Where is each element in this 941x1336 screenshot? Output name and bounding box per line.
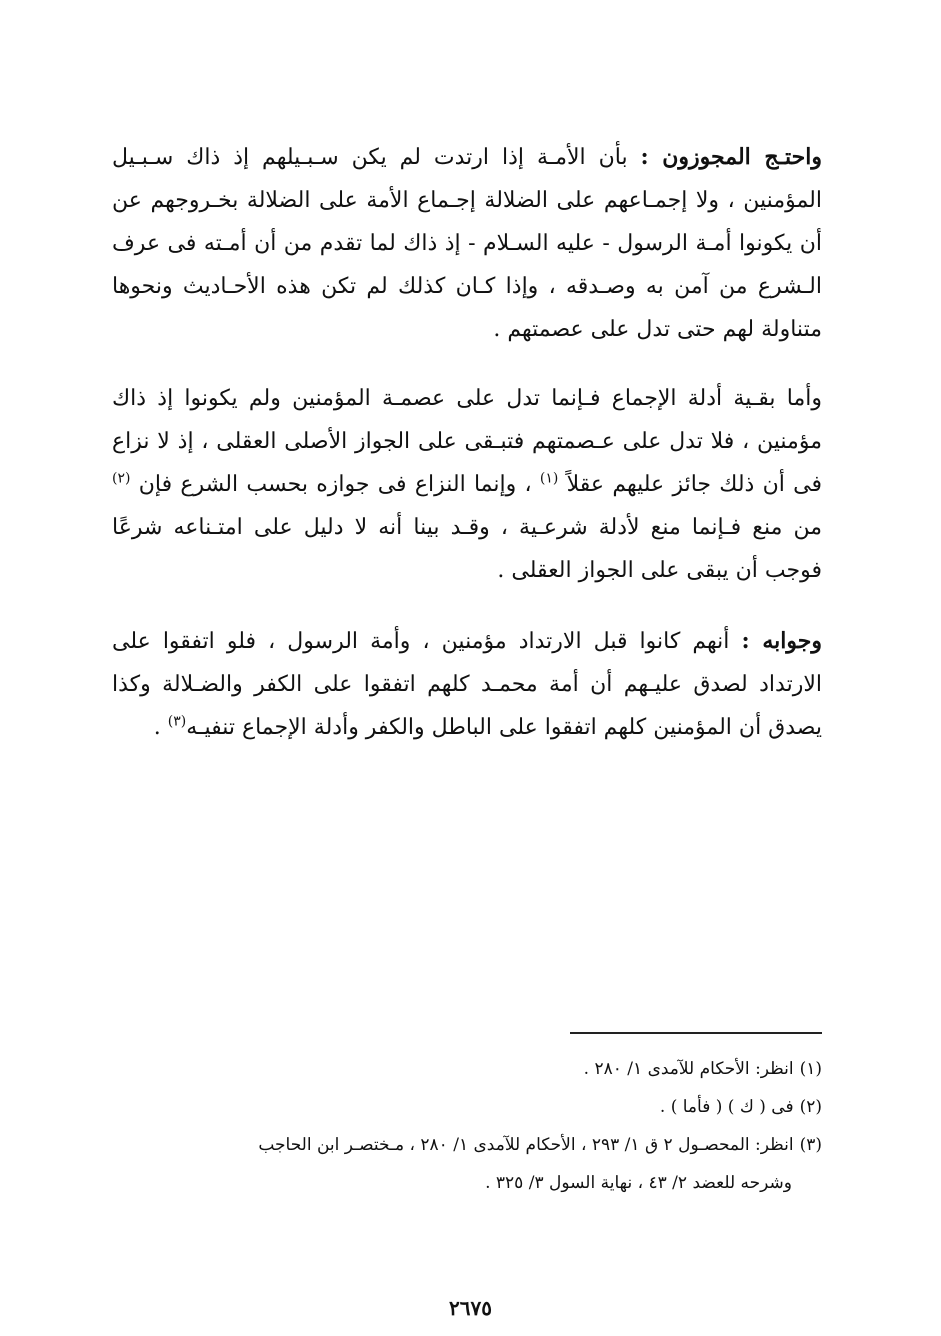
paragraph-text: وأما بقـية أدلة الإجماع فـإنما تدل على عصمـة المؤمنين ولم يكونوا إذ ذاك مؤمنين ، فلا تدل على عـصمتهم فتبـقى على الجواز الأصلى العقلى ، إذ لا نزاع فى أن ذلك جائز عليهم عقلاً <box>112 386 823 497</box>
footnote-text: انظر: المحصـول ٢ ق ١/ ٢٩٣ ، الأحكام للآمدى ١/ ٢٨٠ ، مـختصـر ابن الحاجب <box>258 1135 794 1155</box>
paragraph-text: بأن الأمـة إذا ارتدت لم يكن سـبـيلهم إذ ذاك سـبـيل المؤمنين ، ولا إجمـاعهم على الضلالة إجـماع الأمة على الضلالة بخـروجهم عن أن يكونوا أمـة الرسول - عليه السـلام - إذ ذاك لما تقدم من أن أمـته فى عرف الـشرع من آمن به وصـدقه ، وإذا كـان كذلك لم تكن هذه الأحـاديث ونحوها متناولة لهم حتى تدل على عصمتهم . <box>112 145 822 342</box>
footnote-separator <box>570 1032 822 1034</box>
paragraph-text: . <box>153 715 168 740</box>
footnote-1 <box>112 1050 822 1088</box>
footnote-reference-1[interactable]: (١) <box>539 470 559 487</box>
paragraph-text: ، وإنما النزاع فى جوازه بحسب الشرع فإن <box>130 472 540 497</box>
paragraph-lead: وجوابه : <box>741 628 822 654</box>
paragraph-lead: واحتـج المجوزون : <box>640 144 822 170</box>
footnote-reference-3[interactable]: (٣) <box>167 713 187 730</box>
footnote-3-continuation: وشرحه للعضد ٢/ ٤٣ ، نهاية السول ٣/ ٣٢٥ . <box>485 1173 792 1193</box>
footnote-text: فى ( ك ) ( فأما ) . <box>659 1097 794 1117</box>
paragraph-answer <box>112 620 822 749</box>
footnotes <box>112 1050 822 1202</box>
paragraph-objection <box>112 136 822 351</box>
footnote-number: (٢) <box>799 1097 822 1117</box>
page-number: ٢٦٧٥ <box>449 1296 492 1320</box>
footnote-2 <box>112 1088 822 1126</box>
paragraph-text: من منع فـإنما منع لأدلة شرعـية ، وقـد بينا أنه لا دليل على امتـناعه شرعًا فوجب أن يبقى على الجواز العقلى . <box>112 515 822 583</box>
footnote-3 <box>112 1126 822 1164</box>
footnote-reference-2[interactable]: (٢) <box>112 470 131 487</box>
paragraph-text: أنهم كانوا قبل الارتداد مؤمنين ، وأمة الرسول ، فلو اتفقوا على الارتداد لصدق عليـهم أن أمة محمـد كلهم اتفقوا على الكفر والضـلالة وكذا يصدق أن المؤمنين كلهم اتفقوا على الباطل والكفر وأدلة الإجماع تنفيـه <box>112 629 822 740</box>
footnote-number: (٣) <box>799 1135 822 1155</box>
footnote-number: (١) <box>799 1059 822 1079</box>
footnote-text: انظر: الأحكام للآمدى ١/ ٢٨٠ . <box>583 1059 794 1079</box>
paragraph-evidence <box>112 377 822 592</box>
